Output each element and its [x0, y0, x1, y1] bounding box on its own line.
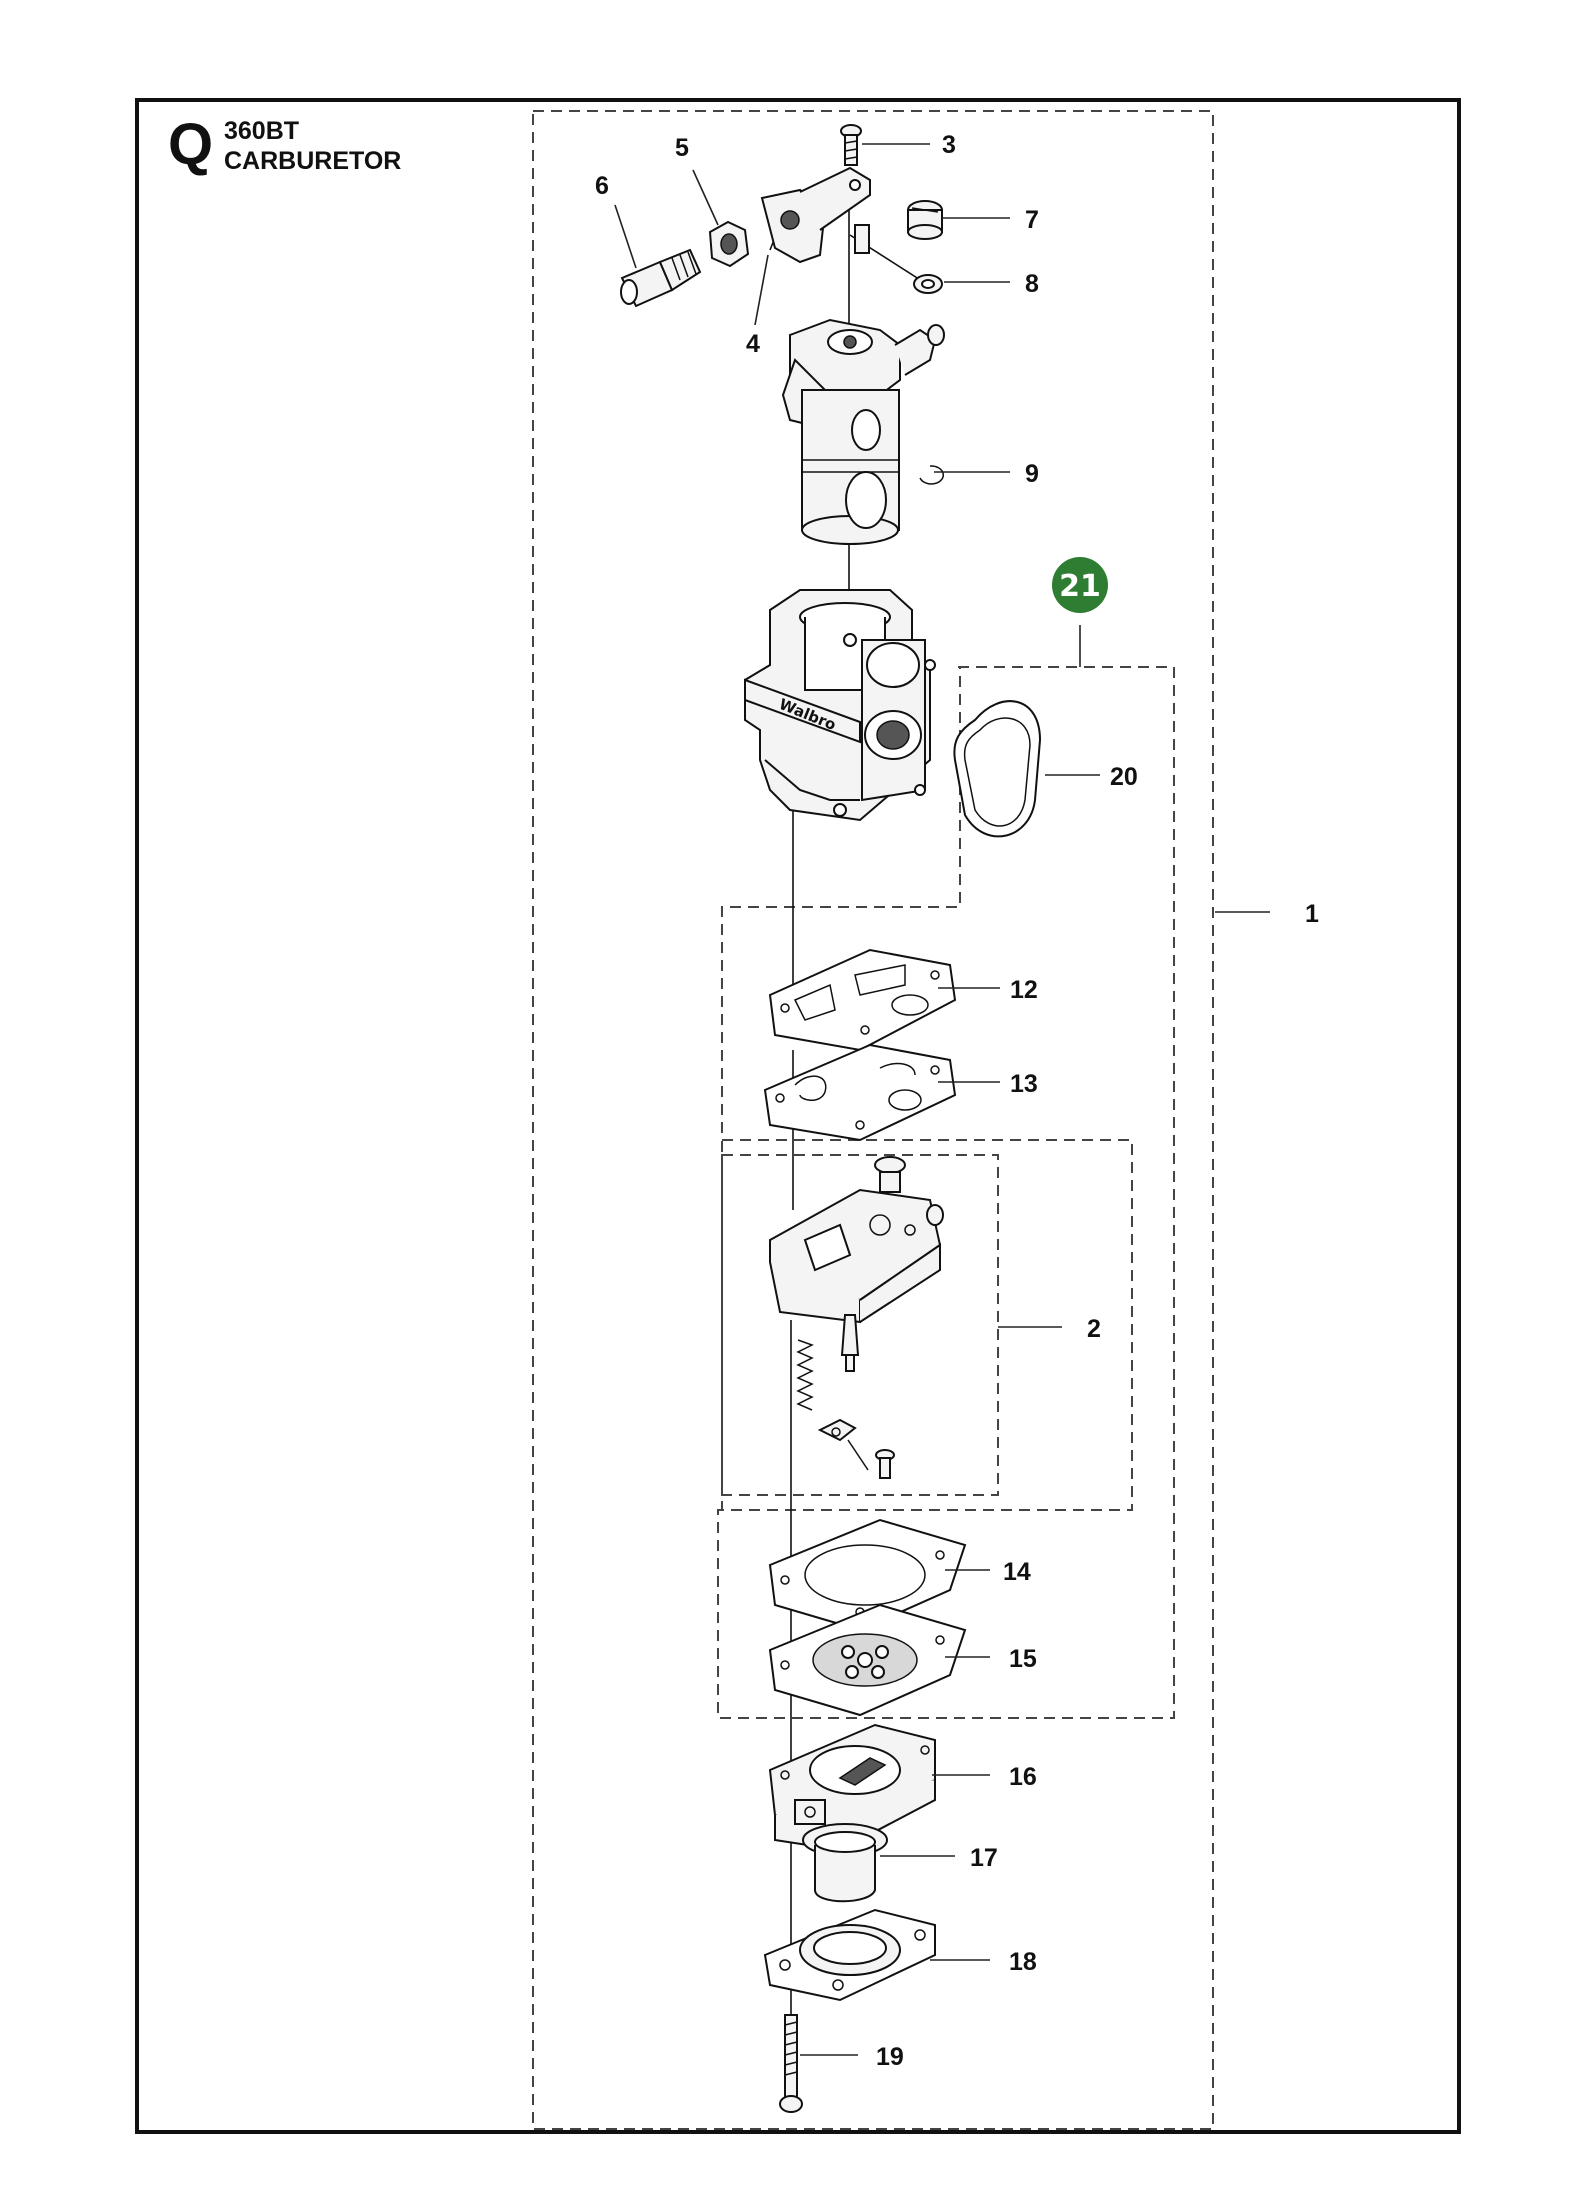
- part-filter-17: [803, 1824, 887, 1901]
- part-gasket-20: [954, 701, 1040, 836]
- callout-16: 16: [1009, 1763, 1037, 1791]
- part-screw-19: [780, 2015, 802, 2112]
- callout-19: 19: [876, 2043, 904, 2071]
- callout-7: 7: [1025, 206, 1039, 234]
- part-metering-assembly-2: [770, 1157, 943, 1478]
- part-nut-5: [710, 222, 748, 266]
- callout-9: 9: [1025, 460, 1039, 488]
- callout-18: 18: [1009, 1948, 1037, 1976]
- callout-6: 6: [595, 172, 609, 200]
- part-gasket-12: [770, 950, 955, 1050]
- callout-4: 4: [746, 330, 760, 358]
- body-logo: Walbro: [776, 695, 839, 735]
- callout-1: 1: [1305, 900, 1319, 928]
- part-carburetor-body: [745, 590, 935, 820]
- section-letter: Q: [168, 112, 214, 177]
- callout-13: 13: [1010, 1070, 1038, 1098]
- callout-5: 5: [675, 134, 689, 162]
- part-plug-7: [908, 201, 942, 239]
- page-title: CARBURETOR: [224, 147, 402, 175]
- part-washer-8: [914, 275, 942, 293]
- part-diaphragm-15: [770, 1605, 965, 1715]
- callout-3: 3: [942, 131, 956, 159]
- callout-17: 17: [970, 1844, 998, 1872]
- part-clip-9: [920, 466, 943, 484]
- callout-8: 8: [1025, 270, 1039, 298]
- callout-15: 15: [1009, 1645, 1037, 1673]
- callout-20: 20: [1110, 763, 1138, 791]
- part-lever-4: [762, 168, 870, 262]
- callout-12: 12: [1010, 976, 1038, 1004]
- model-name: 360BT: [224, 117, 300, 145]
- part-screw-3: [841, 125, 861, 165]
- part-throttle-shaft: [783, 320, 944, 544]
- callout-2: 2: [1087, 1315, 1101, 1343]
- group-box-2-outer: [722, 1140, 1132, 1510]
- callout-badge-21-label: 21: [1059, 569, 1101, 604]
- callout-14: 14: [1003, 1558, 1031, 1586]
